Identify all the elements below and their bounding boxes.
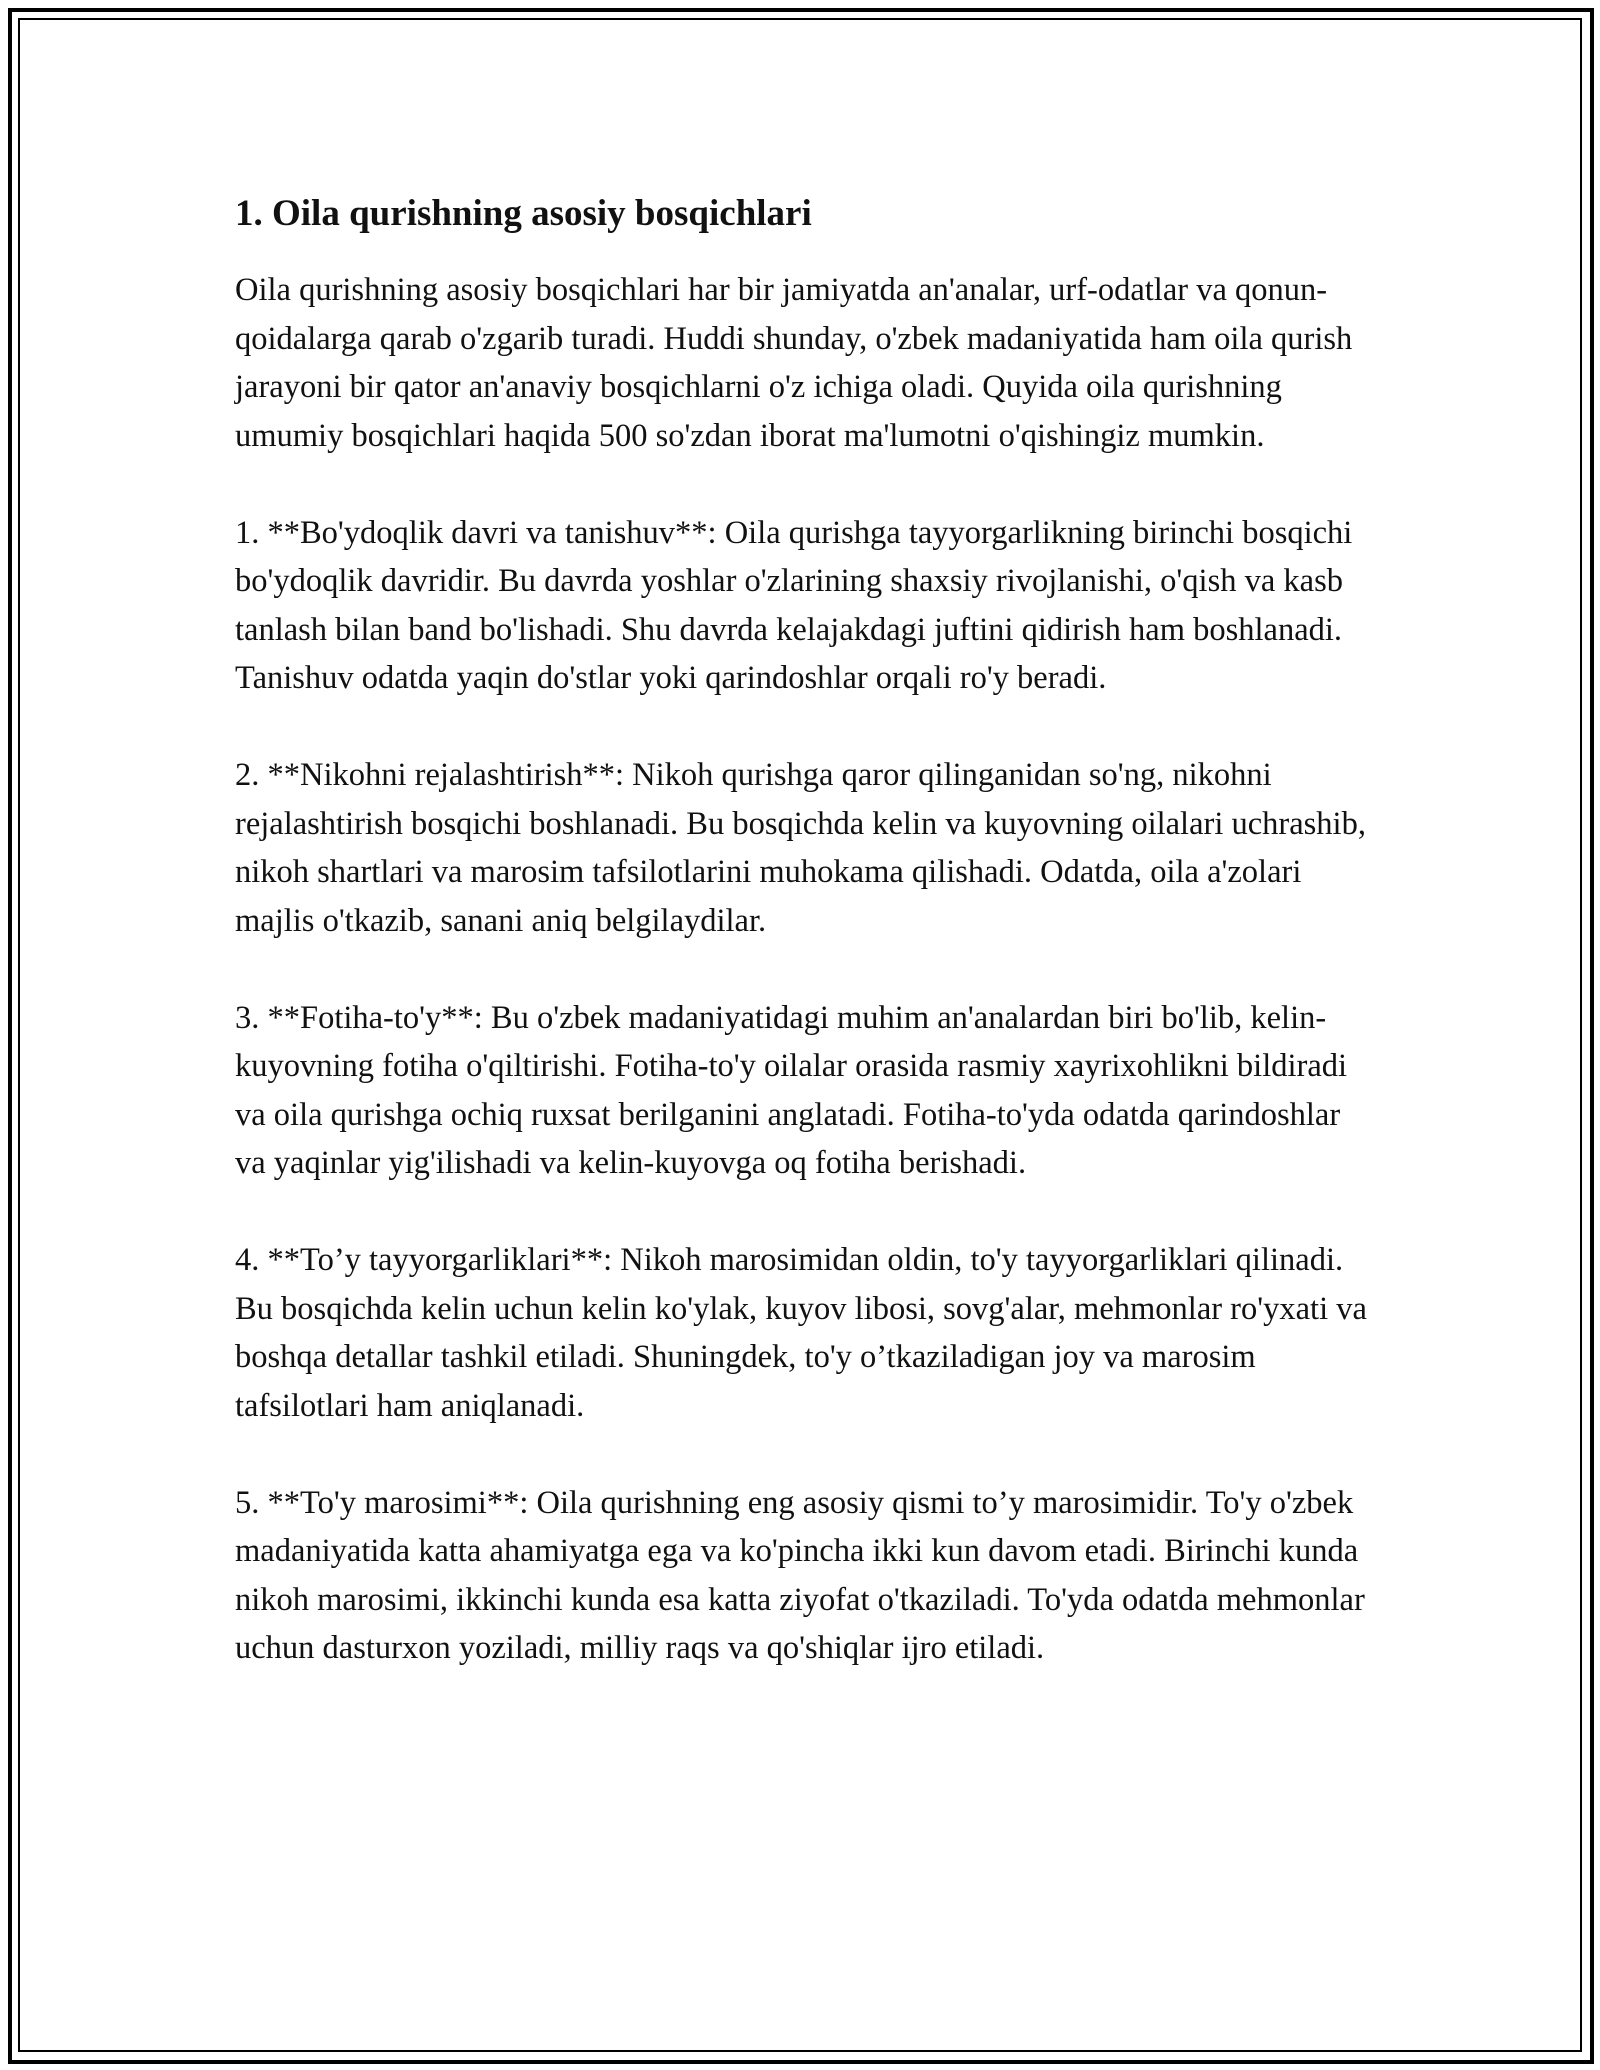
intro-paragraph: Oila qurishning asosiy bosqichlari har bir jamiyatda an'analar, urf-odatlar va qonun-qoidalarga qarab o'zgarib turadi. Huddi shunday, o'zbek madaniyatida ham oila qurish jarayoni bir qator an'anaviy bosqichlarni o'z ichiga oladi. Quyida oila qurishning umumiy bosqichlari haqida 500 so'zdan iborat ma'lumotni o'qishingiz mumkin.	[235, 272, 1353, 454]
step-2-paragraph: 2. **Nikohni rejalashtirish**: Nikoh qurishga qaror qilinganidan so'ng, nikohni rejalashtirish bosqichi boshlanadi. Bu bosqichda kelin va kuyovning oilalari uchrashib, nikoh shartlari va marosim tafsilotlarini muhokama qilishadi. Odatda, oila a'zolari majlis o'tkazib, sanani aniq belgilaydilar.	[235, 757, 1366, 939]
step-5-paragraph: 5. **To'y marosimi**: Oila qurishning eng asosiy qismi to’y marosimidir. To'y o'zbek madaniyatida katta ahamiyatga ega va ko'pincha ikki kun davom etadi. Birinchi kunda nikoh marosimi, ikkinchi kunda esa katta ziyofat o'tkaziladi. To'yda odatda mehmonlar uchun dasturxon yoziladi, milliy raqs va qo'shiqlar ijro etiladi.	[235, 1484, 1365, 1666]
step-3-paragraph: 3. **Fotiha-to'y**: Bu o'zbek madaniyatidagi muhim an'analardan biri bo'lib, kelin-kuyovning fotiha o'qiltirishi. Fotiha-to'y oilalar orasida rasmiy xayrixohlikni bildiradi va oila qurishga ochiq ruxsat berilganini anglatadi. Fotiha-to'yda odatda qarindoshlar va yaqinlar yig'ilishadi va kelin-kuyovga oq fotiha berishadi.	[235, 999, 1348, 1181]
step-1-paragraph: 1. **Bo'ydoqlik davri va tanishuv**: Oila qurishga tayyorgarlikning birinchi bosqichi bo'ydoqlik davridir. Bu davrda yoshlar o'zlarining shaxsiy rivojlanishi, o'qish va kasb tanlash bilan band bo'lishadi. Shu davrda kelajakdagi juftini qidirish ham boshlanadi. Tanishuv odatda yaqin do'stlar yoki qarindoshlar orqali ro'y beradi.	[235, 514, 1353, 696]
section-heading: 1. Oila qurishning asosiy bosqichlari	[235, 193, 812, 234]
document-body	[235, 182, 1375, 1721]
step-4-paragraph: 4. **To’y tayyorgarliklari**: Nikoh marosimidan oldin, to'y tayyorgarliklari qilinadi. Bu bosqichda kelin uchun kelin ko'ylak, kuyov libosi, sovg'alar, mehmonlar ro'yxati va boshqa detallar tashkil etiladi. Shuningdek, to'y o’tkaziladigan joy va marosim tafsilotlari ham aniqlanadi.	[235, 1242, 1367, 1424]
